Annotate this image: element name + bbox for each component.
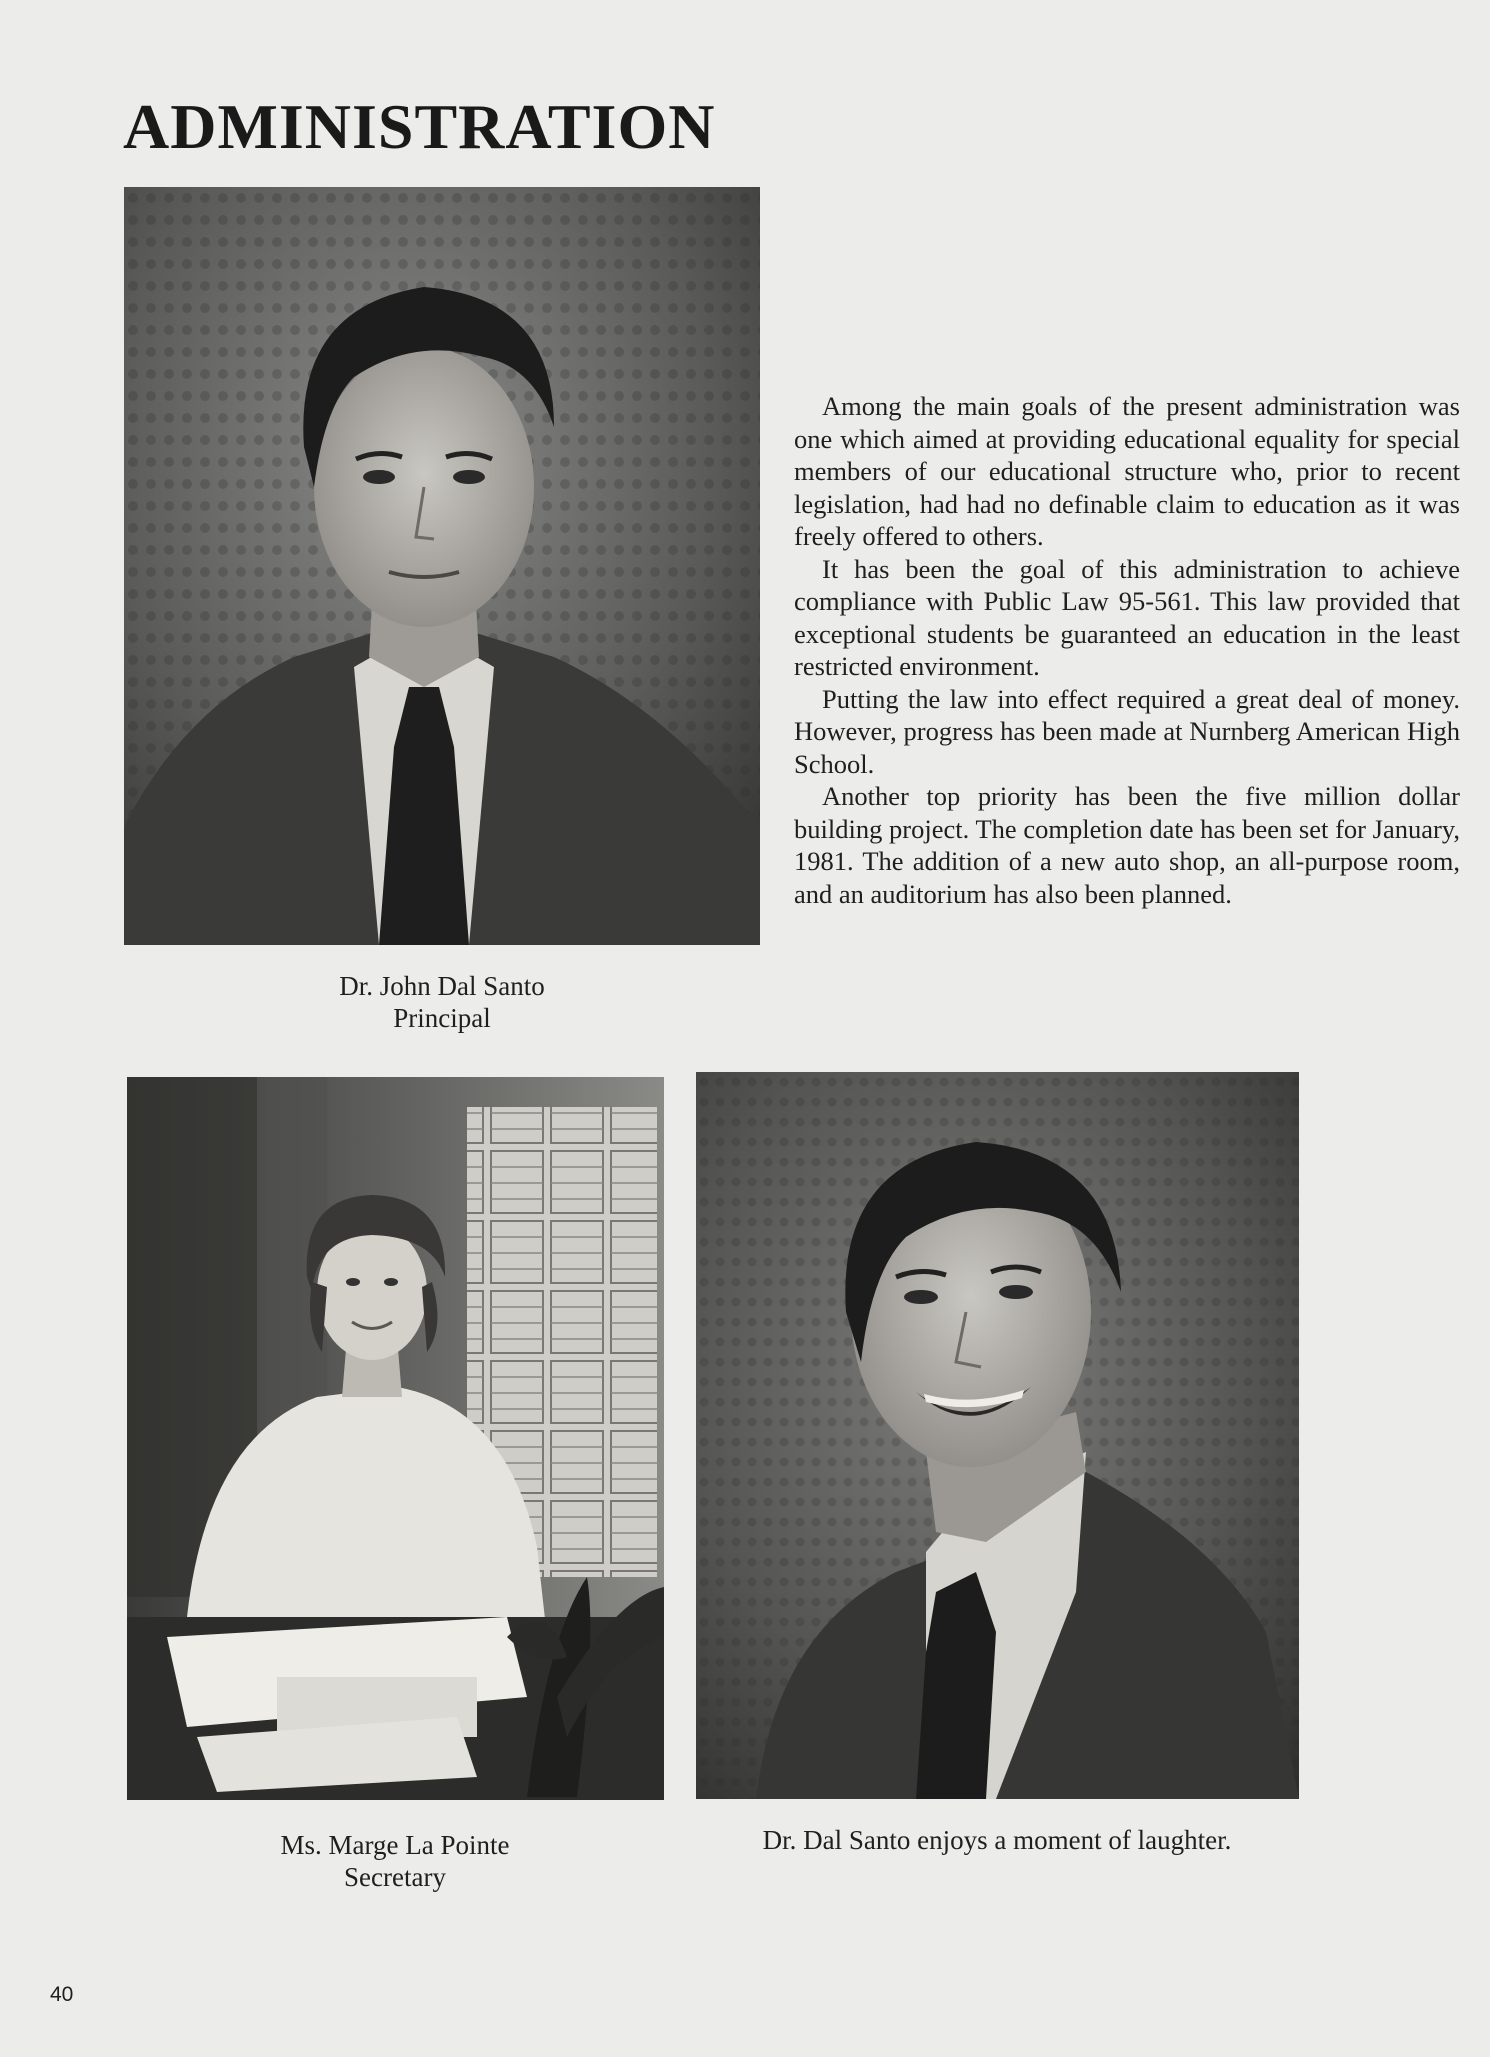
secretary-title: Secretary [344,1862,446,1892]
article-text [794,390,1460,910]
article-paragraph: It has been the goal of this administration to achieve compliance with Public Law 95-561. This law provided that exceptional students be guaranteed an education in the least restricted environment. [794,553,1460,681]
article-paragraph: Putting the law into effect required a great deal of money. However, progress has been made at Nurnberg American High School. [794,683,1460,779]
secretary-caption [240,1829,550,1893]
article-paragraph: Another top priority has been the five million dollar building project. The completion date has been set for January, 1981. The addition of a new auto shop, an all-purpose room, and an auditorium has also been planned. [794,781,1460,909]
principal-laughing-photo [696,1072,1299,1799]
page-title: ADMINISTRATION [123,91,716,162]
laughing-caption: Dr. Dal Santo enjoys a moment of laughter. [762,1825,1232,1855]
principal-title: Principal [393,1003,491,1033]
principal-name: Dr. John Dal Santo [339,971,545,1001]
article-paragraph: Among the main goals of the present administration was one which aimed at providing educational equality for special members of our educational structure who, prior to recent legislation, had had no definable claim to education as it was freely offered to others. [794,391,1460,551]
principal-portrait-photo [124,187,760,945]
secretary-photo [127,1077,664,1800]
page-number: 40 [50,1983,74,2006]
secretary-name: Ms. Marge La Pointe [280,1830,510,1860]
principal-caption [292,970,592,1034]
